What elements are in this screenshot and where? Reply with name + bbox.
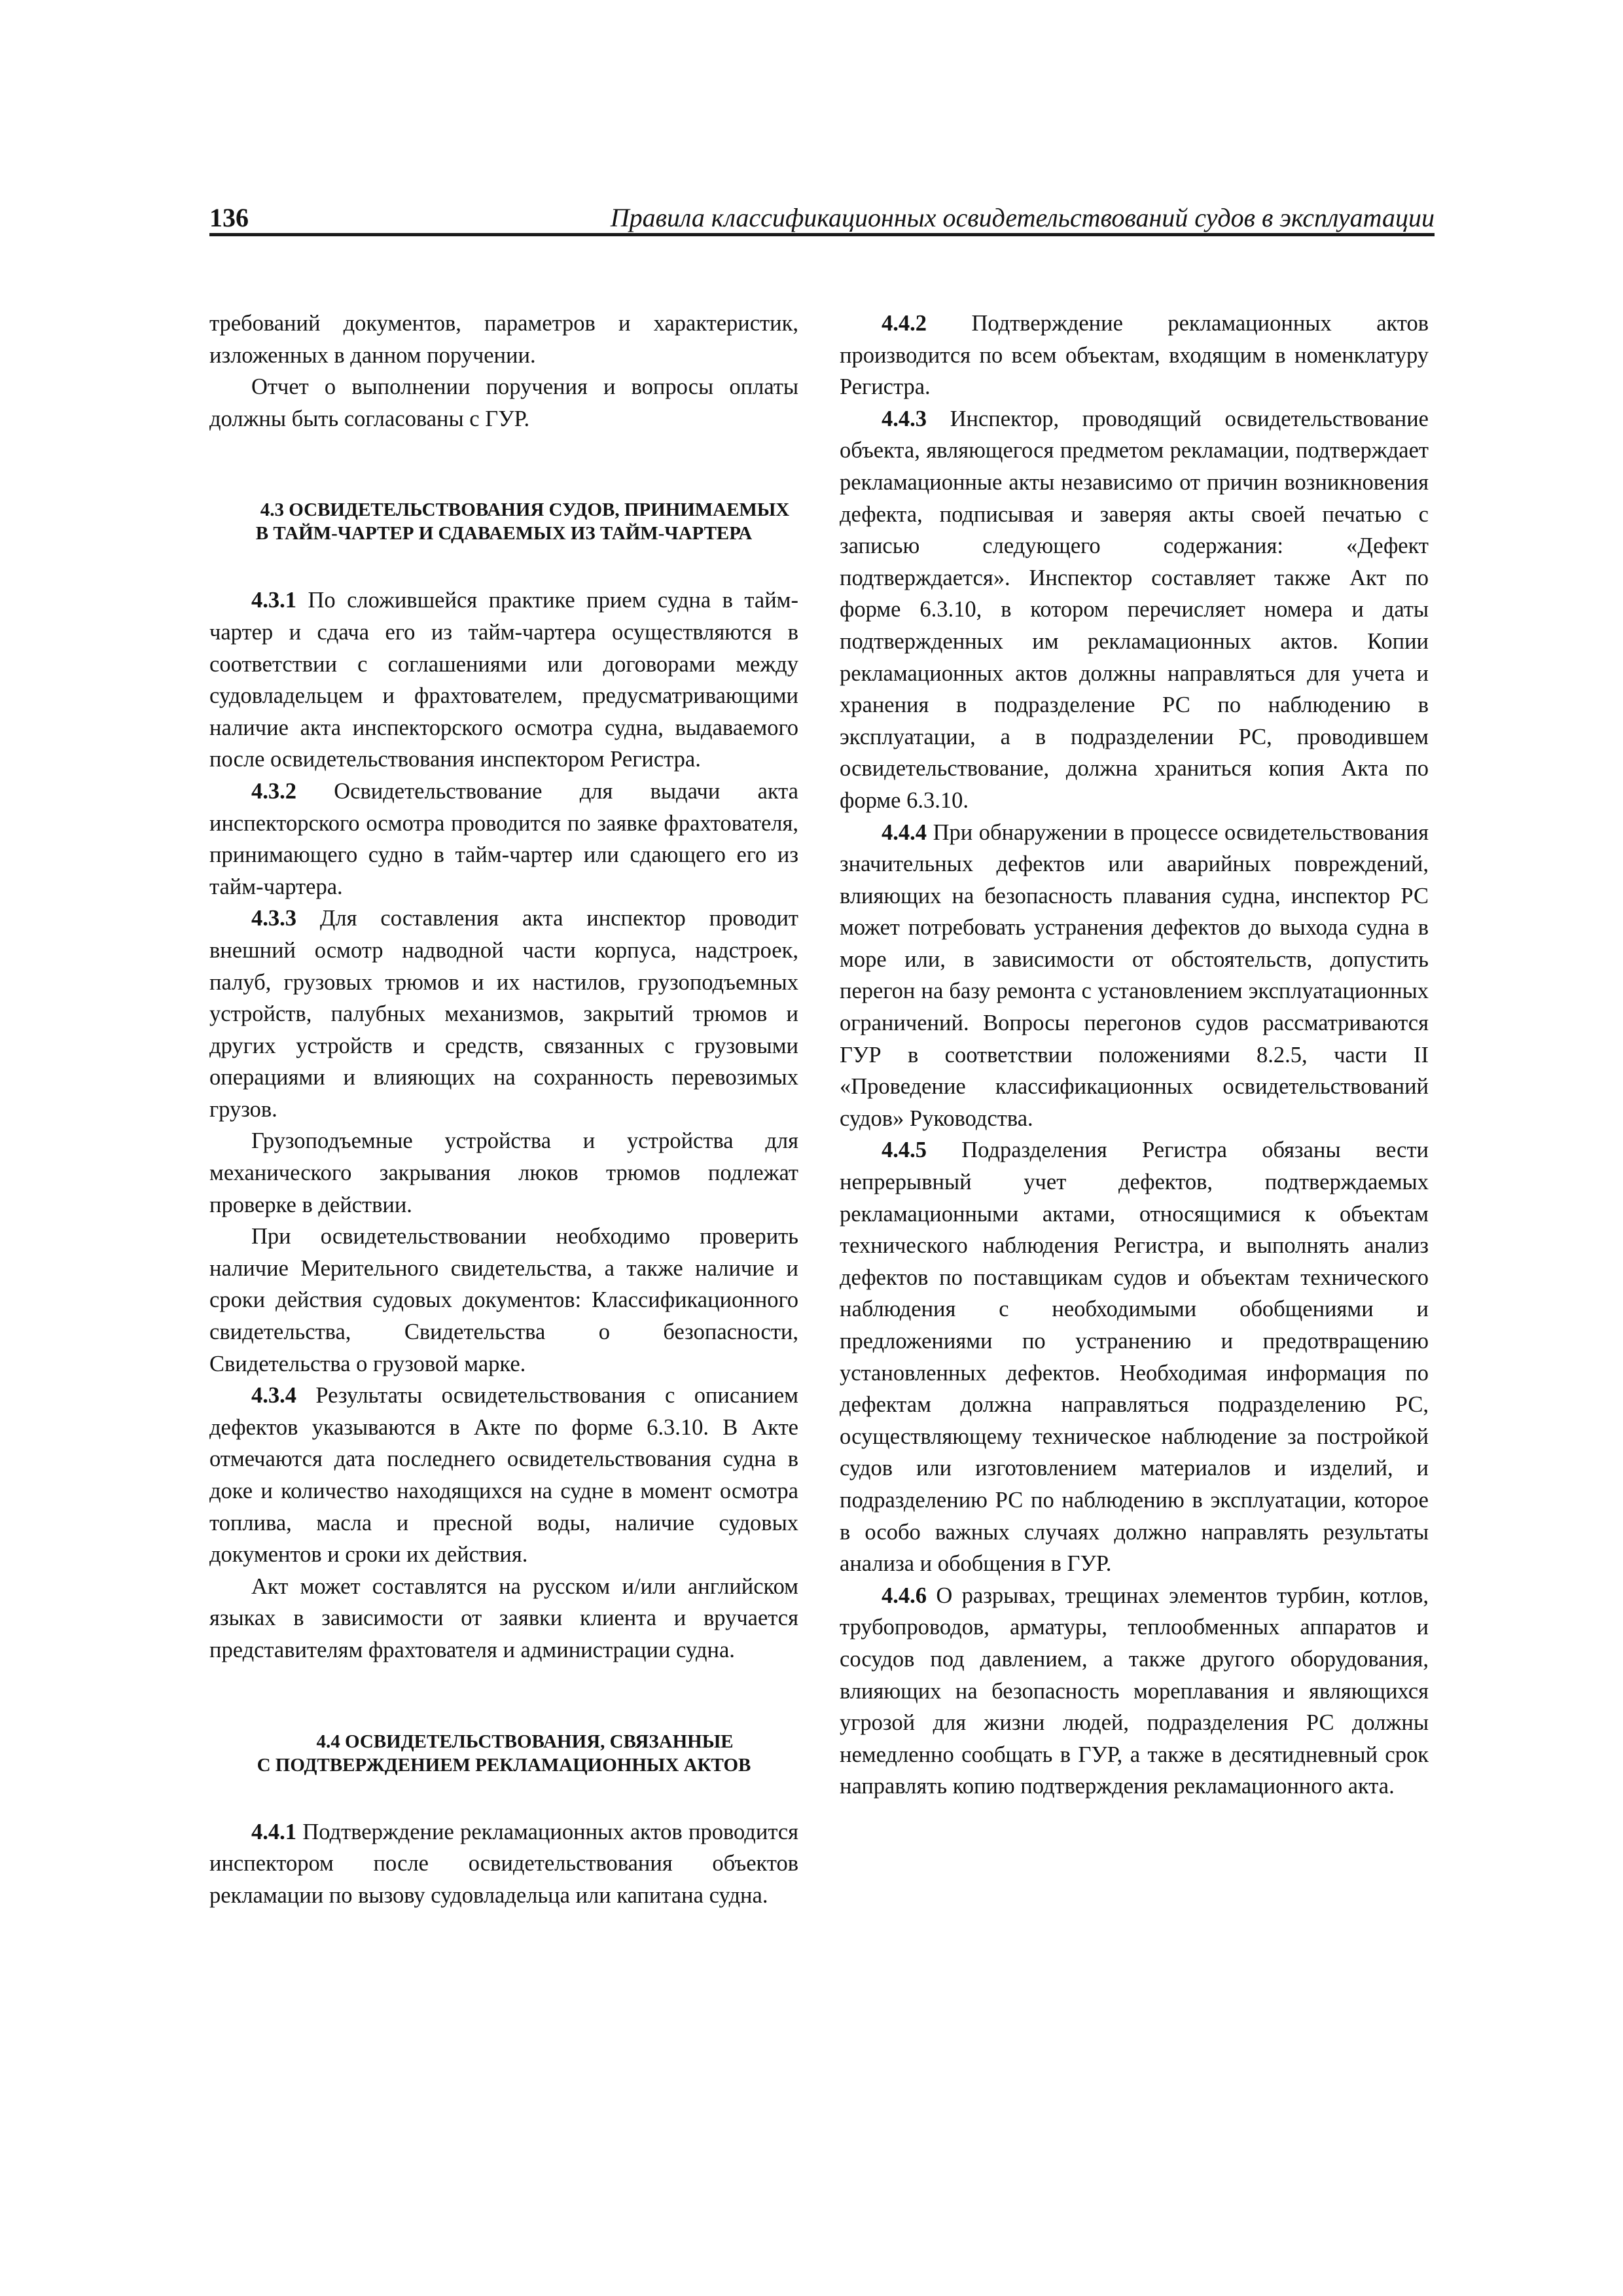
paragraph: Отчет о выполнении поручения и вопросы оплаты должны быть согласованы с ГУР. (209, 374, 798, 431)
paragraph-4-3-1 (209, 584, 798, 776)
clause-number: 4.4.5 (882, 1138, 927, 1163)
paragraph: При освидетельствовании необходимо проверить наличие Мерительного свидетельства, а также наличие и сроки действия судовых документов: Классификационного свидетельства, Свидетельства о безопасности, Свидетельства о грузовой марке. (209, 1224, 798, 1376)
paragraph-4-4-4 (840, 817, 1429, 1135)
left-column (209, 308, 798, 1911)
clause-number: 4.4.2 (882, 311, 927, 336)
clause-number: 4.4.4 (882, 819, 927, 845)
clause-text: Освидетельствование для выдачи акта инспекторского осмотра проводится по заявке фрахтователя, принимающего судно в тайм-чартер или сдающего его из тайм-чартера. (209, 778, 798, 899)
clause-number: 4.3.4 (251, 1383, 296, 1408)
heading-line: В ТАЙМ-ЧАРТЕР И СДАВАЕМЫХ ИЗ ТАЙМ-ЧАРТЕРА (255, 523, 753, 545)
clause-text: Подтверждение рекламационных актов производится по всем объектам, входящим в номенклатуру Регистра. (840, 311, 1429, 400)
clause-number: 4.3.3 (251, 906, 296, 931)
section-heading-4-3 (209, 498, 798, 545)
clause-text: Подтверждение рекламационных актов проводится инспектором после освидетельствования объектов рекламации по вызову судовладельца или капитана судна. (209, 1819, 798, 1908)
paragraph-4-3-2 (209, 776, 798, 903)
heading-line: С ПОДТВЕРЖДЕНИЕМ РЕКЛАМАЦИОННЫХ АКТОВ (257, 1754, 751, 1776)
paragraph: Грузоподъемные устройства и устройства для механического закрывания люков трюмов подлежат проверке в действии. (209, 1128, 798, 1217)
paragraph: требований документов, параметров и характеристик, изложенных в данном поручении. (209, 311, 798, 368)
paragraph-4-4-6 (840, 1580, 1429, 1803)
clause-number: 4.3.2 (251, 778, 296, 804)
clause-number: 4.3.1 (251, 588, 296, 613)
right-column (840, 308, 1429, 1803)
clause-number: 4.4.3 (882, 406, 927, 431)
clause-text: Результаты освидетельствования с описанием дефектов указываются в Акте по форме 6.3.10. В Акте отмечаются дата последнего освидетельствования судна в доке и количество находящихся на судне в момент осмотра топлива, масла и пресной воды, наличие судовых документов и сроки их действия. (209, 1383, 798, 1568)
heading-line: 4.3 ОСВИДЕТЕЛЬСТВОВАНИЯ СУДОВ, ПРИНИМАЕМЫХ (260, 499, 790, 521)
running-header (209, 200, 1435, 236)
header-rule (209, 233, 1435, 236)
paragraph-4-4-1 (209, 1816, 798, 1912)
section-heading-4-4 (209, 1730, 798, 1777)
paragraph-4-4-5 (840, 1134, 1429, 1579)
heading-line: 4.4 ОСВИДЕТЕЛЬСТВОВАНИЯ, СВЯЗАННЫЕ (316, 1731, 734, 1752)
clause-number: 4.4.6 (882, 1583, 927, 1608)
spacer (209, 435, 798, 498)
paragraph-4-4-3 (840, 403, 1429, 817)
clause-text: При обнаружении в процессе освидетельствования значительных дефектов или аварийных повреждений, влияющих на безопасность плавания судна, инспектор РС может потребовать устранения дефектов до выхода судна в море или, в зависимости от обстоятельств, допустить перегон на базу ремонта с установлением эксплуатационных ограничений. Вопросы перегонов судов рассматриваются ГУР в соответствии положениями 8.2.5, части II «Проведение классификационных освидетельствований судов» Руководства. (840, 819, 1429, 1131)
clause-text: Подразделения Регистра обязаны вести непрерывный учет дефектов, подтверждаемых рекламационными актами, относящимися к объектам технического наблюдения Регистра, и выполнять анализ дефектов по поставщикам судов и объектам технического наблюдения с необходимыми обобщениями и предложениями по устранению и предотвращению установленных дефектов. Необходимая информация по дефектам должна направляться подразделению РС, осуществляющему техническое наблюдение за постройкой судов или изготовлением материалов и изделий, и подразделению РС по наблюдению в эксплуатации, которое в особо важных случаях должно направлять результаты анализа и обобщения в ГУР. (840, 1138, 1429, 1577)
paragraph: Акт может составлятся на русском и/или английском языках в зависимости от заявки клиента и вручается представителям фрахтователя и администрации судна. (209, 1573, 798, 1662)
clause-text: По сложившейся практике прием судна в тайм-чартер и сдача его из тайм-чартера осуществляются в соответствии с соглашениями или договорами между судовладельцем и фрахтователем, предусматривающими наличие акта инспекторского осмотра судна, выдаваемого после освидетельствования инспектором Регистра. (209, 588, 798, 772)
paragraph-4-3-4 (209, 1380, 798, 1571)
spacer (209, 1666, 798, 1730)
spacer (209, 545, 798, 584)
page-number: 136 (209, 203, 249, 232)
running-title: Правила классификационных освидетельствований судов в эксплуатации (610, 203, 1435, 232)
clause-text: Для составления акта инспектор проводит внешний осмотр надводной части корпуса, надстроек, палуб, грузовых трюмов и их настилов, грузоподъемных устройств, палубных механизмов, закрытий трюмов и других устройств и средств, связанных с грузовыми операциями и влияющих на сохранность перевозимых грузов. (209, 906, 798, 1122)
paragraph-4-3-3 (209, 903, 798, 1125)
paragraph-4-4-2 (840, 308, 1429, 403)
spacer (209, 1777, 798, 1816)
clause-number: 4.4.1 (251, 1819, 296, 1844)
clause-text: Инспектор, проводящий освидетельствование объекта, являющегося предметом рекламации, подтверждает рекламационные акты независимо от причин возникновения дефекта, подписывая и заверяя акты своей печатью с записью следующего содержания: «Дефект подтверждается». Инспектор составляет также Акт по форме 6.3.10, в котором перечисляет номера и даты подтвержденных им рекламационных актов. Копии рекламационных актов должны направляться для учета и хранения в подразделение РС по наблюдению в эксплуатации, а в подразделении РС, проводившем освидетельствование, должна храниться копия Акта по форме 6.3.10. (840, 406, 1429, 813)
clause-text: О разрывах, трещинах элементов турбин, котлов, трубопроводов, арматуры, теплообменных аппаратов и сосудов под давлением, а также другого оборудования, влияющих на безопасность мореплавания и являющихся угрозой для жизни людей, подразделения РС должны немедленно сообщать в ГУР, а также в десятидневный срок направлять копию подтверждения рекламационного акта. (840, 1583, 1429, 1799)
